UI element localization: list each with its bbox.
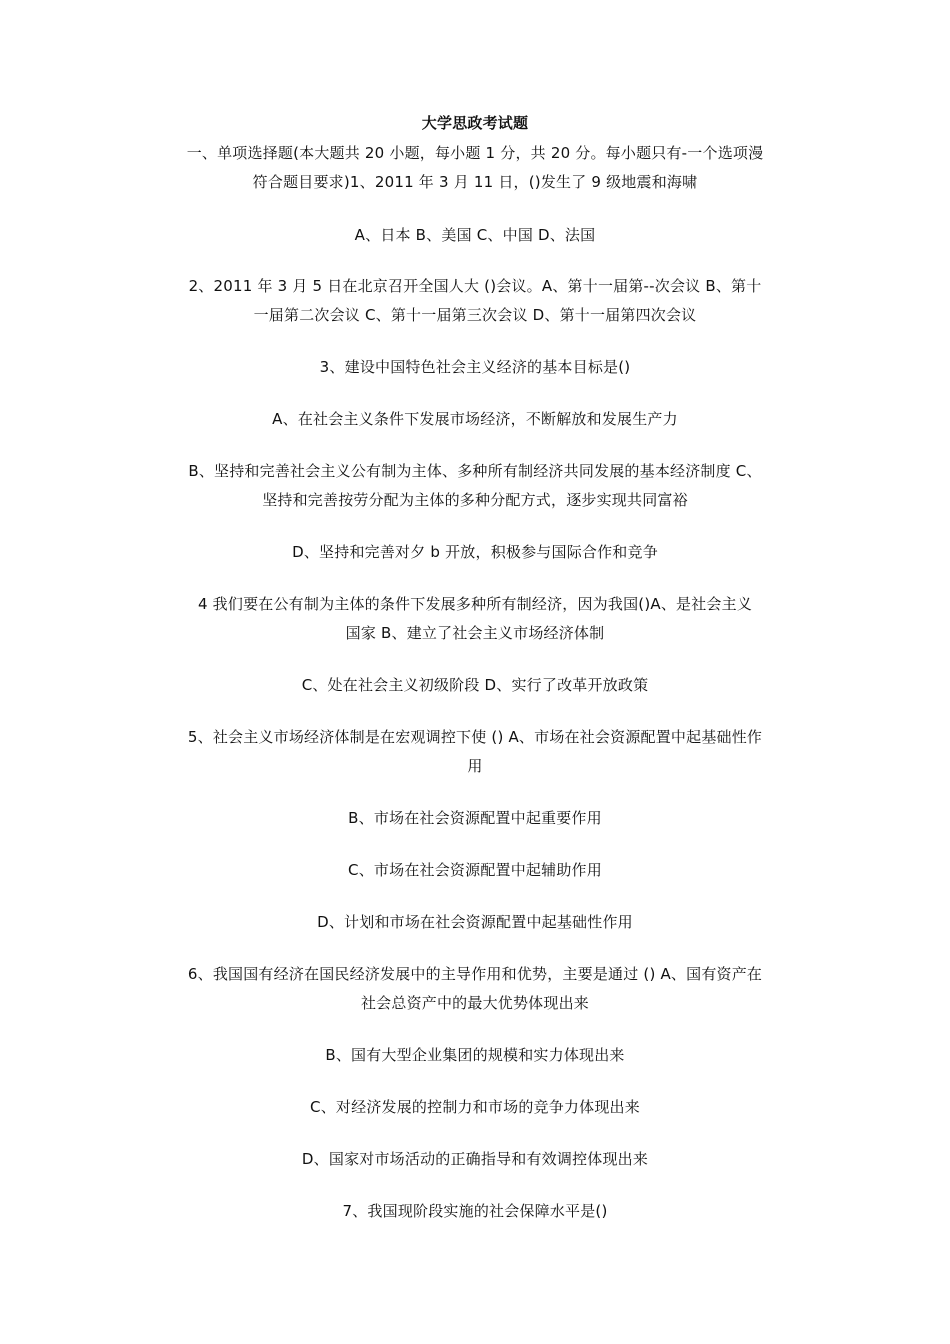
text-line: 4 我们要在公有制为主体的条件下发展多种所有制经济，因为我国()A、是社会主义 xyxy=(197,595,753,613)
text-line: A、在社会主义条件下发展市场经济，不断解放和发展生产力 xyxy=(272,410,678,428)
text-line: 用 xyxy=(467,757,483,775)
text-line: D、坚持和完善对夕 b 开放，积极参与国际合作和竞争 xyxy=(292,543,658,561)
text-line: C、对经济发展的控制力和市场的竞争力体现出来 xyxy=(310,1098,640,1116)
text-line: 符合题目要求)1、2011 年 3 月 11 日，()发生了 9 级地震和海啸 xyxy=(252,173,698,191)
text-line: B、国有大型企业集团的规模和实力体现出来 xyxy=(325,1046,625,1064)
text-line: 3、建设中国特色社会主义经济的基本目标是() xyxy=(319,358,631,376)
document-title: 大学思政考试题 xyxy=(421,114,529,132)
text-line: D、国家对市场活动的正确指导和有效调控体现出来 xyxy=(301,1150,649,1168)
text-line: 7、我国现阶段实施的社会保障水平是() xyxy=(342,1202,608,1220)
text-line: 一届第二次会议 C、第十一届第三次会议 D、第十一届第四次会议 xyxy=(253,306,697,324)
text-line: 坚持和完善按劳分配为主体的多种分配方式，逐步实现共同富裕 xyxy=(262,491,688,509)
text-line: 6、我国国有经济在国民经济发展中的主导作用和优势，主要是通过 () A、国有资产在 xyxy=(187,965,763,983)
text-line: 社会总资产中的最大优势体现出来 xyxy=(360,994,589,1012)
text-line: C、市场在社会资源配置中起辅助作用 xyxy=(348,861,602,879)
text-line: 一、单项选择题(本大题共 20 小题，每小题 1 分，共 20 分。每小题只有-一个选项漫 xyxy=(186,144,764,162)
text-line: A、日本 B、美国 C、中国 D、法国 xyxy=(354,226,596,244)
text-line: B、坚持和完善社会主义公有制为主体、多种所有制经济共同发展的基本经济制度 C、 xyxy=(188,462,762,480)
text-line: 国家 B、建立了社会主义市场经济体制 xyxy=(345,624,605,642)
text-line: D、计划和市场在社会资源配置中起基础性作用 xyxy=(317,913,633,931)
text-line: 2、2011 年 3 月 5 日在北京召开全国人大 ()会议。A、第十一届第--次会议 B、第十 xyxy=(188,277,762,295)
text-line: 5、社会主义市场经济体制是在宏观调控下使 () A、市场在社会资源配置中起基础性作 xyxy=(187,728,763,746)
text-line: C、处在社会主义初级阶段 D、实行了改革开放政策 xyxy=(301,676,649,694)
text-line: B、市场在社会资源配置中起重要作用 xyxy=(348,809,602,827)
